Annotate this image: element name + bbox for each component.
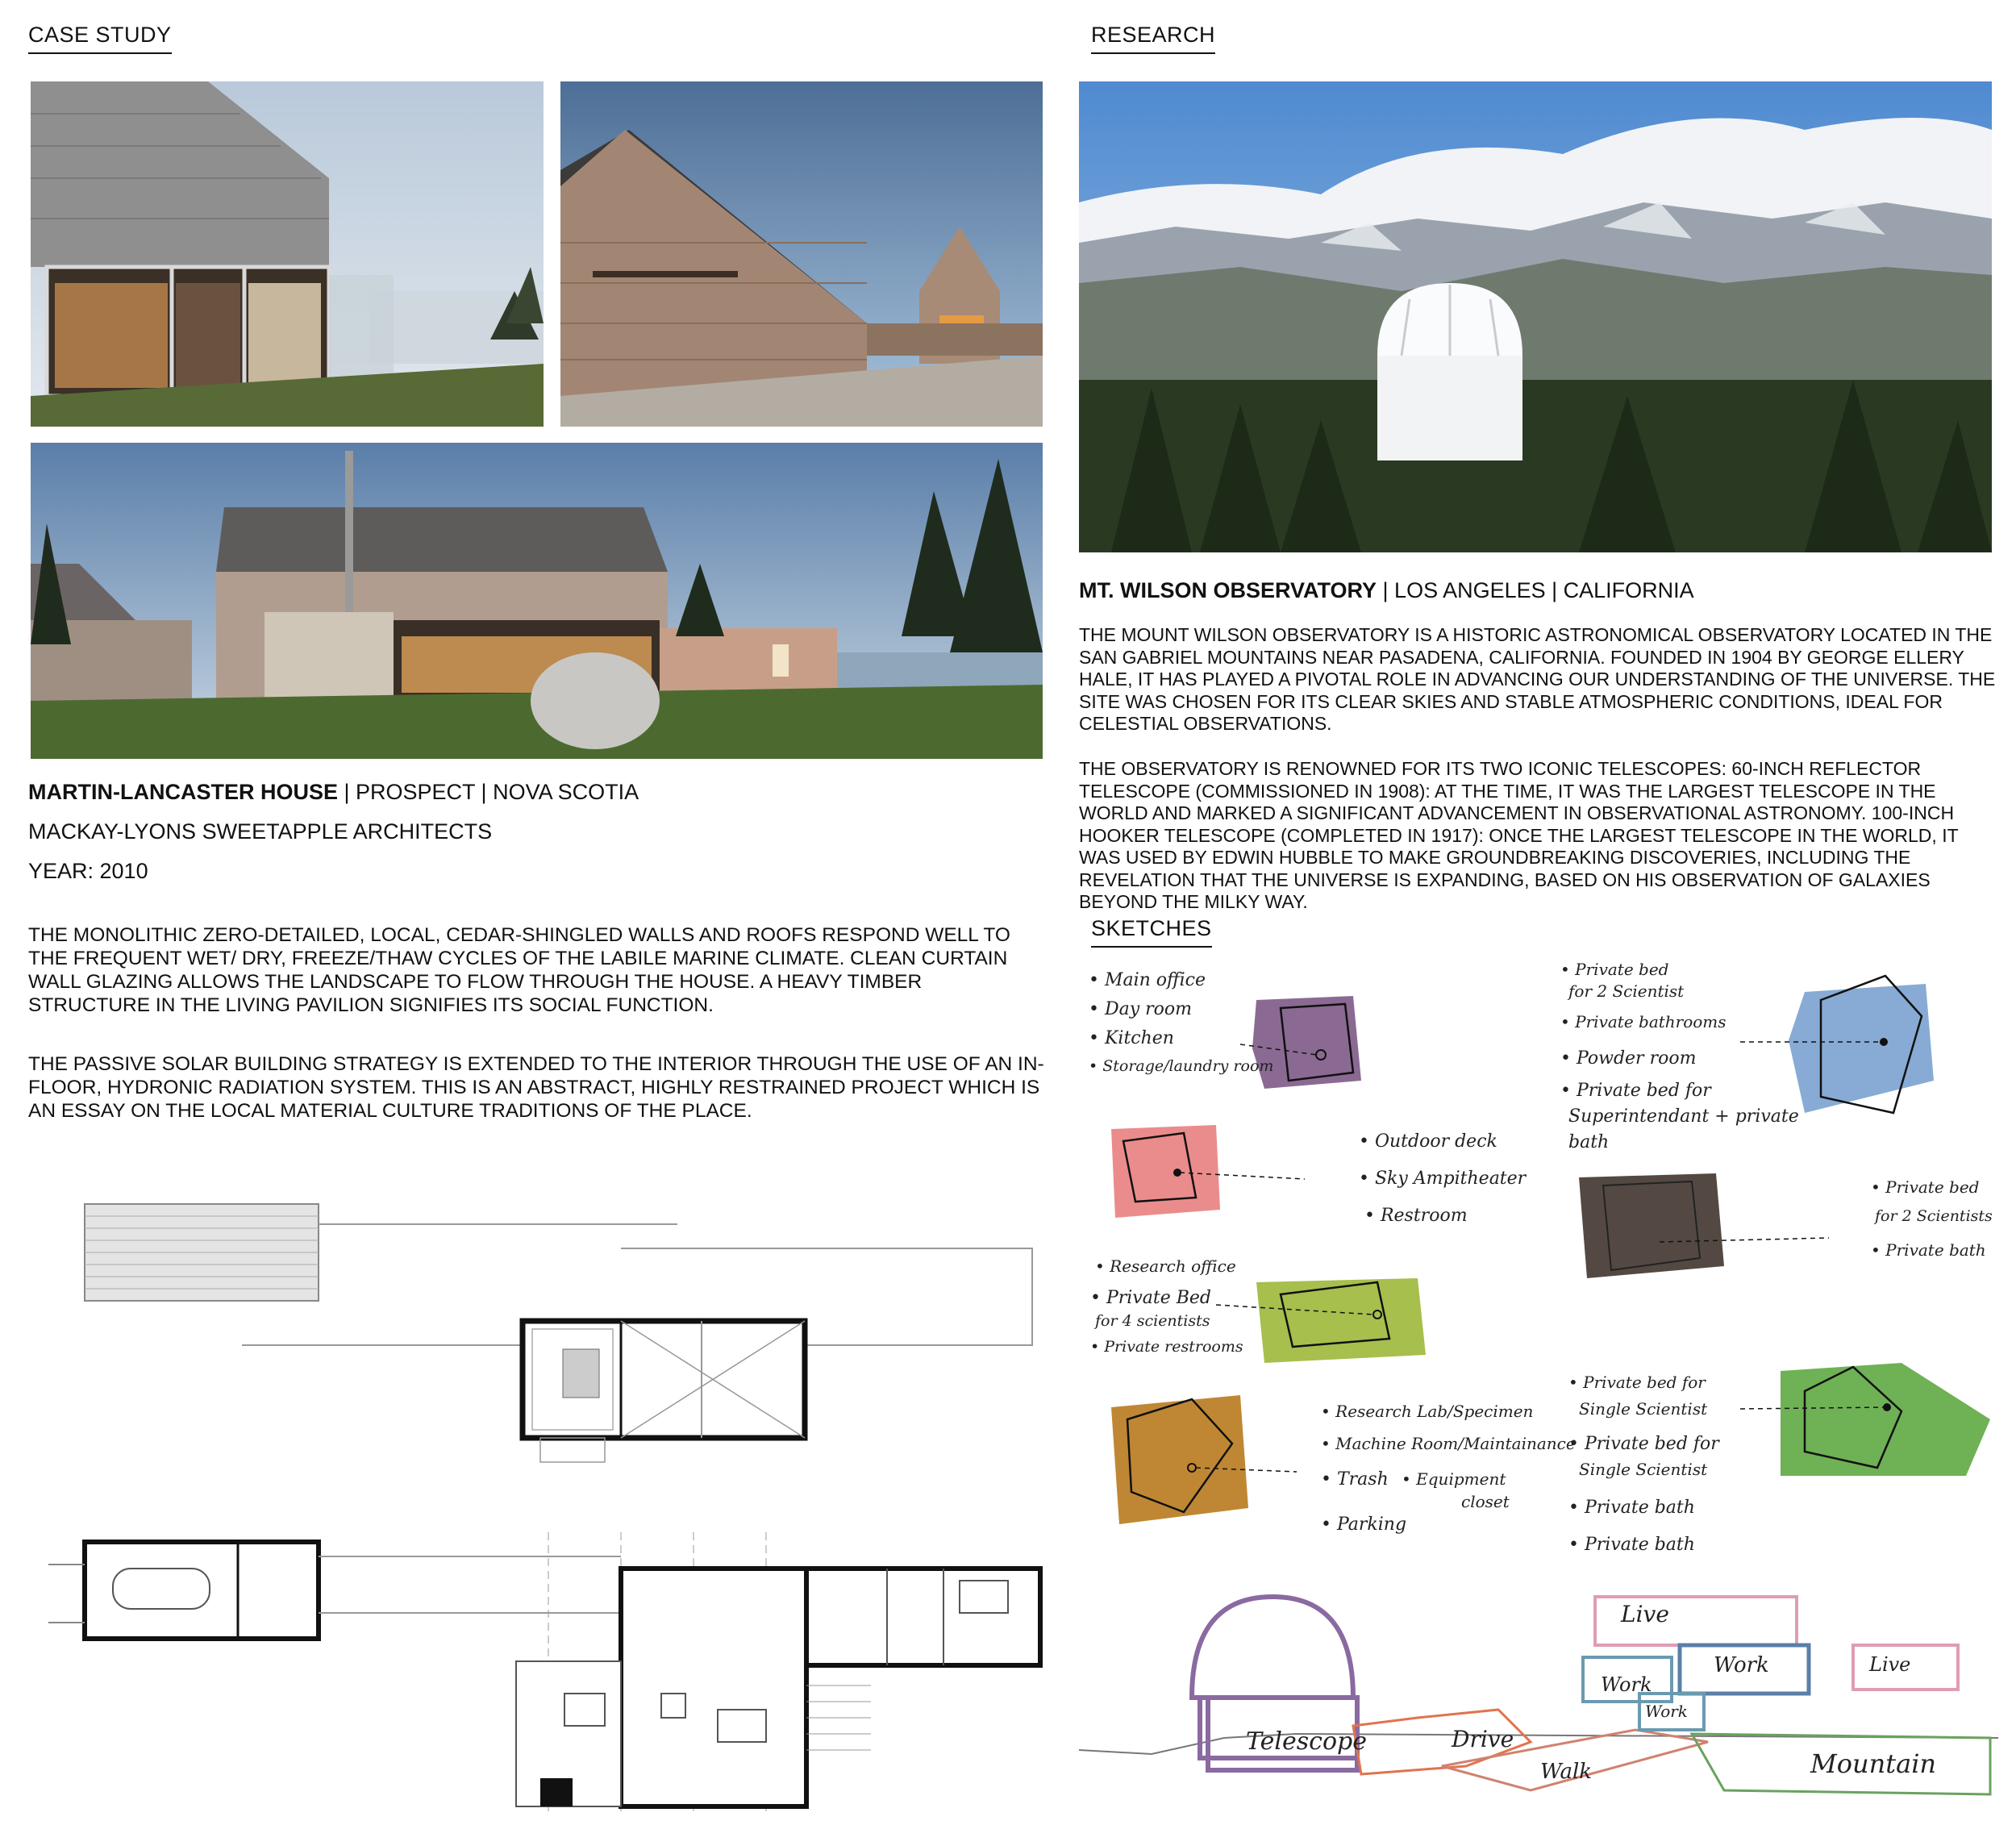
dark-massing-sketch (1579, 1173, 1829, 1278)
green-label-2: Single Scientist (1579, 1399, 1708, 1419)
green-label-5: • Private bath (1568, 1498, 1695, 1518)
architect-name: MACKAY-LYONS SWEETAPPLE ARCHITECTS (28, 819, 493, 844)
diagram-label-work-2: Work (1601, 1673, 1652, 1696)
orange-label-1: • Research Lab/Specimen (1321, 1402, 1534, 1421)
green-label-6: • Private bath (1568, 1535, 1695, 1555)
pink-label-3: • Restroom (1364, 1206, 1468, 1226)
purple-label-1: • Main office (1089, 970, 1206, 990)
case-study-paragraph-2: THE PASSIVE SOLAR BUILDING STRATEGY IS EXTENDED TO THE INTERIOR THROUGH THE USE OF AN IN-FLOOR, HYDRONIC RADIATION SYSTEM. THIS IS AN ABSTRACT, HIGHLY RESTRAINED PROJECT WHICH IS AN ESSAY ON THE LOCAL MATERIAL CULTURE TRADITIONS OF THE PLACE. (28, 1053, 1044, 1122)
case-study-title-location: | PROSPECT | NOVA SCOTIA (338, 780, 639, 804)
lime-label-3: for 4 scientists (1095, 1312, 1210, 1330)
diagram-label-telescope: Telescope (1246, 1727, 1367, 1756)
diagram-label-live-2: Live (1869, 1653, 1911, 1676)
research-heading: RESEARCH (1091, 23, 1215, 54)
lime-label-2: • Private Bed (1090, 1288, 1211, 1308)
blue-label-2: for 2 Scientist (1568, 981, 1685, 1001)
green-label-1: • Private bed for (1568, 1373, 1706, 1392)
lime-label-4: • Private restrooms (1090, 1338, 1243, 1356)
orange-massing-sketch (1111, 1395, 1297, 1524)
pink-massing-sketch (1111, 1125, 1305, 1218)
project-year: YEAR: 2010 (28, 859, 148, 883)
photo-house-glass-corner (31, 81, 544, 427)
dark-label-2: for 2 Scientists (1875, 1207, 1993, 1225)
orange-label-3: • Trash (1321, 1469, 1389, 1490)
case-study-title (28, 780, 639, 805)
research-title-bold: MT. WILSON OBSERVATORY (1079, 578, 1377, 602)
lime-massing-sketch (1216, 1278, 1426, 1363)
orange-label-2: • Machine Room/Maintainance (1321, 1434, 1576, 1453)
case-study-paragraph-1: THE MONOLITHIC ZERO-DETAILED, LOCAL, CEDAR-SHINGLED WALLS AND ROOFS RESPOND WELL TO THE FREQUENT WET/ DRY, FREEZE/THAW CYCLES OF THE LABILE MARINE CLIMATE. CLEAN CURTAIN WALL GLAZING ALLOWS THE LANDSCAPE TO FLOW THROUGH THE HOUSE. A HEAVY TIMBER STRUCTURE IN THE LIVING PAVILION SIGNIFIES ITS SOCIAL FUNCTION. (28, 924, 1010, 1016)
diagram-label-live-1: Live (1621, 1601, 1669, 1627)
photo-house-exterior-wide (31, 443, 1043, 759)
orange-label-6: • Parking (1321, 1515, 1407, 1535)
dark-label-1: • Private bed (1871, 1177, 1980, 1197)
green-massing-sketch (1740, 1363, 1990, 1476)
green-label-3: • Private bed for (1568, 1434, 1719, 1454)
orange-label-5: closet (1461, 1492, 1510, 1511)
case-study-title-bold: MARTIN-LANCASTER HOUSE (28, 780, 338, 804)
photo-two-gable-houses (560, 81, 1043, 427)
pink-label-1: • Outdoor deck (1359, 1131, 1497, 1152)
blue-label-4: • Powder room (1560, 1048, 1697, 1069)
blue-label-3: • Private bathrooms (1560, 1012, 1727, 1031)
dark-label-3: • Private bath (1871, 1240, 1986, 1260)
diagram-label-work-3: Work (1645, 1702, 1688, 1721)
green-label-4: Single Scientist (1579, 1460, 1708, 1479)
photo-mt-wilson-observatory (1079, 81, 1992, 552)
research-paragraph-1: THE MOUNT WILSON OBSERVATORY IS A HISTORIC ASTRONOMICAL OBSERVATORY LOCATED IN THE SAN GABRIEL MOUNTAINS NEAR PASADENA, CALIFORNIA. FOUNDED IN 1904 BY GEORGE ELLERY HALE, IT HAS PLAYED A PIVOTAL ROLE IN ADVANCING OUR UNDERSTANDING OF THE UNIVERSE. THE SITE WAS CHOSEN FOR ITS CLEAR SKIES AND STABLE ATMOSPHERIC CONDITIONS, IDEAL FOR CELESTIAL OBSERVATIONS. (1079, 624, 1996, 734)
blue-label-6: Superintendant + private (1568, 1106, 1799, 1127)
upper-floor-plan (81, 1200, 1040, 1478)
blue-label-5: • Private bed for (1560, 1081, 1711, 1101)
purple-label-4: • Storage/laundry room (1089, 1057, 1274, 1075)
pink-label-2: • Sky Ampitheater (1359, 1169, 1527, 1189)
ground-floor-plan (48, 1532, 1048, 1823)
blue-massing-sketch (1740, 976, 1934, 1113)
lime-label-1: • Research office (1095, 1256, 1236, 1276)
orange-label-4: • Equipment (1402, 1469, 1506, 1489)
diagram-label-work-1: Work (1714, 1653, 1769, 1677)
blue-label-7: bath (1568, 1132, 1610, 1152)
purple-label-2: • Day room (1089, 999, 1193, 1019)
case-study-heading: CASE STUDY (28, 23, 172, 54)
research-title (1079, 578, 1694, 603)
diagram-label-mountain: Mountain (1810, 1748, 1937, 1779)
purple-label-3: • Kitchen (1089, 1028, 1174, 1048)
diagram-label-drive: Drive (1452, 1726, 1514, 1752)
research-paragraph-2: THE OBSERVATORY IS RENOWNED FOR ITS TWO ICONIC TELESCOPES: 60-INCH REFLECTOR TELESCOPE (COMMISSIONED IN 1908): AT THE TIME, IT WAS THE LARGEST TELESCOPE IN THE WORLD AND MARKED A SIGNIFICANT ADVANCEMENT IN OBSERVATIONAL ASTRONOMY. 100-INCH HOOKER TELESCOPE (COMPLETED IN 1917): ONCE THE LARGEST TELESCOPE IN THE WORLD, IT WAS USED BY EDWIN HUBBLE TO MAKE GROUNDBREAKING DISCOVERIES, INCLUDING THE REVELATION THAT THE UNIVERSE IS EXPANDING, BASED ON HIS OBSERVATION OF GALAXIES BEYOND THE MILKY WAY. (1079, 758, 1959, 912)
blue-label-1: • Private bed (1560, 960, 1669, 979)
research-title-location: | LOS ANGELES | CALIFORNIA (1377, 578, 1694, 602)
diagram-label-walk: Walk (1540, 1760, 1593, 1784)
sketches-heading: SKETCHES (1091, 916, 1212, 948)
